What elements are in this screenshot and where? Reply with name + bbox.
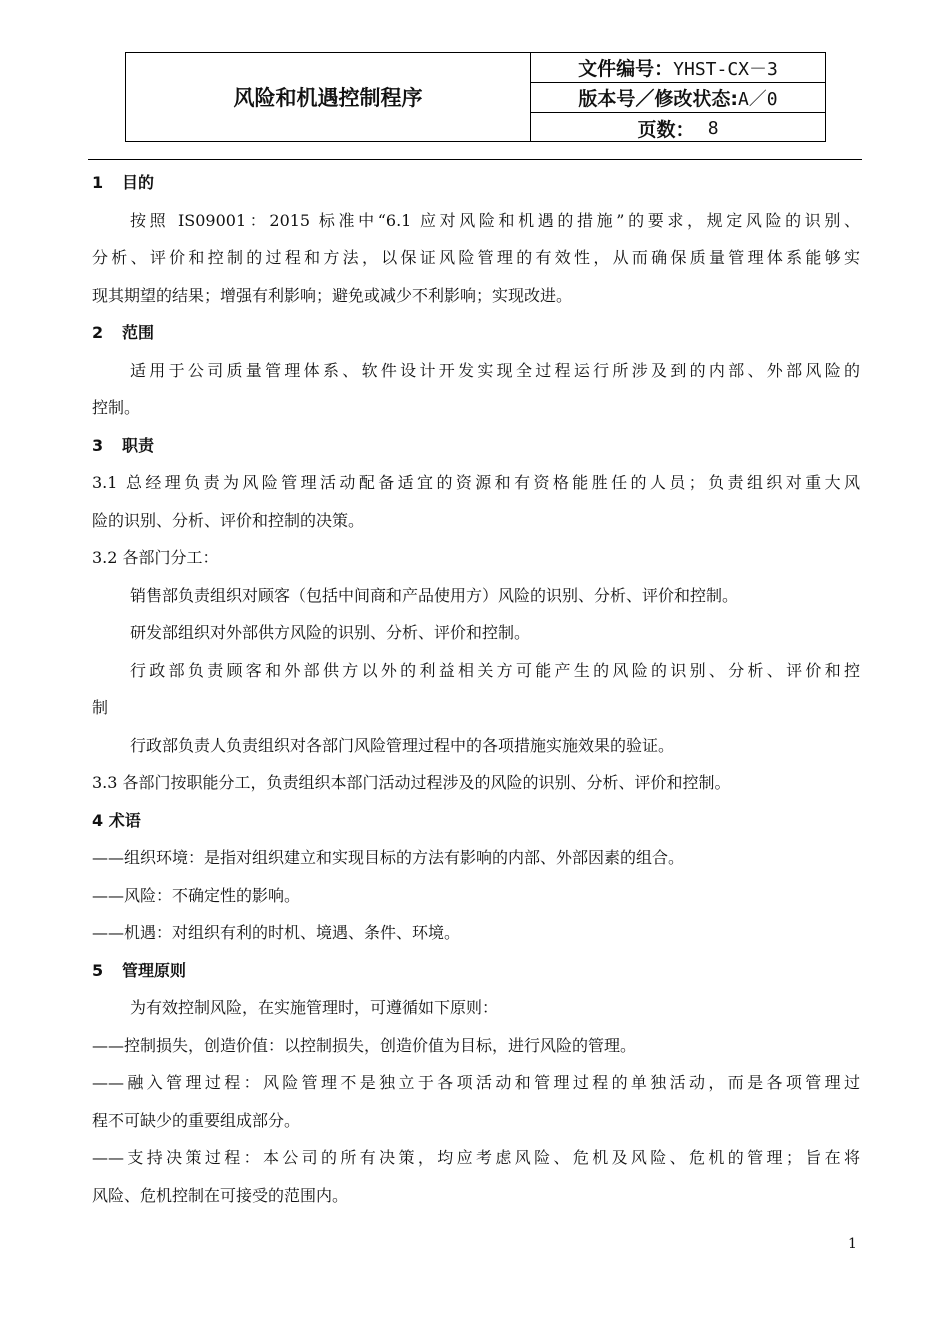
document-body [92, 164, 860, 1214]
paragraph-line: 研发部组织对外部供方风险的识别、分析、评价和控制。 [130, 623, 531, 642]
doc-number-value: YHST-CX－3 [673, 58, 778, 80]
section-heading-3: 3 职责 [92, 435, 155, 455]
paragraph-line: ——机遇：对组织有利的时机、境遇、条件、环境。 [92, 923, 461, 942]
section-heading-2: 2 范围 [92, 323, 155, 342]
paragraph-line: 销售部负责组织对顾客（包括中间商和产品使用方）风险的识别、分析、评价和控制。 [130, 585, 739, 605]
version-value: A／0 [737, 88, 778, 110]
pages-row [531, 113, 825, 143]
pages-value: 8 [707, 117, 719, 139]
paragraph-line: 风险、危机控制在可接受的范围内。 [92, 1185, 349, 1205]
paragraph-line: 险的识别、分析、评价和控制的决策。 [92, 510, 365, 530]
paragraph-line: 分析、评价和控制的过程和方法，以保证风险管理的有效性，从而确保质量管理体系能够实 [92, 248, 860, 267]
page-number: 1 [848, 1236, 857, 1252]
paragraph-line: ——组织环境：是指对组织建立和实现目标的方法有影响的内部、外部因素的组合。 [92, 848, 685, 867]
paragraph-line: 3.3 各部门按职能分工，负责组织本部门活动过程涉及的风险的识别、分析、评价和控制。 [92, 773, 731, 792]
document-header-table [125, 52, 826, 142]
paragraph-line: 现其期望的结果；增强有利影响；避免或减少不利影响；实现改进。 [92, 285, 573, 305]
header-divider [88, 159, 862, 160]
section-heading-1: 1 目的 [92, 173, 155, 192]
paragraph-line: ——风险：不确定性的影响。 [92, 885, 301, 905]
paragraph-line: 控制。 [92, 398, 141, 417]
paragraph-line: 程不可缺少的重要组成部分。 [92, 1110, 301, 1130]
paragraph-line: 3.2 各部门分工： [92, 548, 219, 567]
paragraph-line: 行政部负责人负责组织对各部门风险管理过程中的各项措施实施效果的验证。 [130, 735, 675, 755]
paragraph-line: 适用于公司质量管理体系、软件设计开发实现全过程运行所涉及到的内部、外部风险的 [130, 360, 860, 380]
section-heading-4: 4 术语 [92, 810, 141, 830]
paragraph-line: ——控制损失，创造价值：以控制损失，创造价值为目标，进行风险的管理。 [92, 1035, 637, 1055]
paragraph-line: ——支持决策过程：本公司的所有决策，均应考虑风险、危机及风险、危机的管理；旨在将 [92, 1148, 860, 1167]
doc-number-label: 文件编号： [578, 58, 674, 80]
paragraph-line: 按照 IS09001：2015 标准中“6.1 应对风险和机遇的措施”的要求，规定风险的识别、 [130, 210, 860, 230]
section-heading-5: 5 管理原则 [92, 960, 187, 980]
document-meta [531, 53, 825, 141]
paragraph-line: ——融入管理过程：风险管理不是独立于各项活动和管理过程的单独活动，而是各项管理过 [92, 1073, 860, 1092]
pages-label: 页数： [637, 118, 695, 141]
doc-number-row [531, 53, 825, 83]
version-label: 版本号／修改状态: [578, 88, 738, 110]
paragraph-line: 制 [92, 698, 109, 717]
paragraph-line: 行政部负责顾客和外部供方以外的利益相关方可能产生的风险的识别、分析、评价和控 [130, 660, 860, 680]
version-row [531, 83, 825, 113]
document-title: 风险和机遇控制程序 [126, 53, 531, 141]
paragraph-line: 3.1 总经理负责为风险管理活动配备适宜的资源和有资格能胜任的人员；负责组织对重大风 [92, 473, 860, 492]
paragraph-line: 为有效控制风险，在实施管理时，可遵循如下原则： [130, 998, 499, 1017]
